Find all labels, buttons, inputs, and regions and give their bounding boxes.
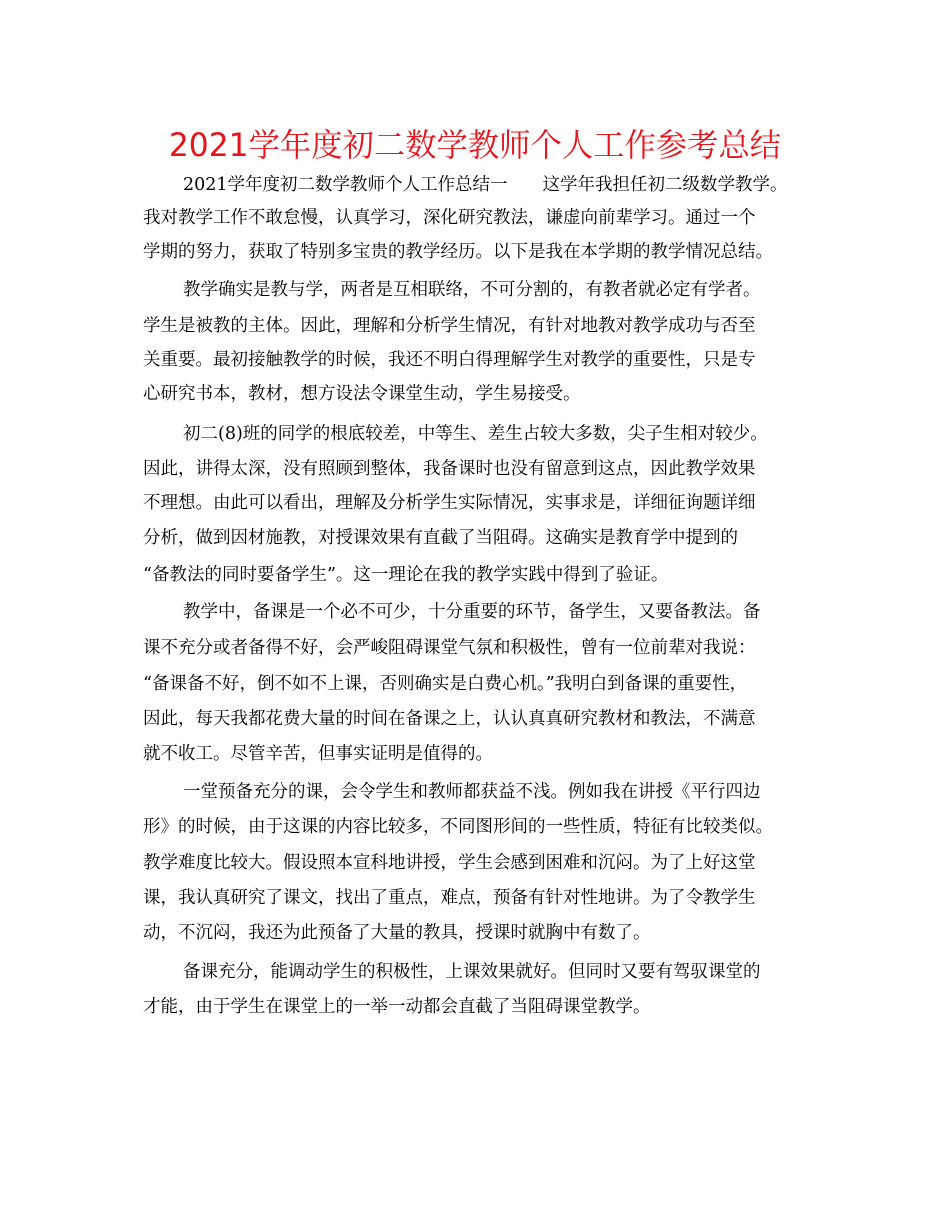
text-line: 心研究书本，教材，想方设法令课堂生动，学生易接受。 [143, 384, 581, 404]
text-line: 动，不沉闷，我还为此预备了大量的教具，授课时就胸中有数了。 [143, 923, 651, 943]
text-line: 课，我认真研究了课文，找出了重点，难点，预备有针对性地讲。为了令教学生 [143, 888, 756, 908]
text-line: 不理想。由此可以看出，理解及分析学生实际情况，实事求是，详细征询题详细 [143, 493, 756, 513]
text-line: 2021学年度初二数学教师个人工作总结一 这学年我担任初二级数学教学。 [183, 175, 788, 195]
document-title: 2021学年度初二数学教师个人工作参考总结 [168, 126, 782, 164]
text-line: 分析，做到因材施教，对授课效果有直截了当阻碍。这确实是教育学中提到的 [143, 528, 738, 548]
text-line: “备教法的同时要备学生”。这一理论在我的教学实践中得到了验证。 [143, 565, 669, 585]
text-line: 一堂预备充分的课，会令学生和教师都获益不浅。例如我在讲授《平行四边 [183, 782, 761, 802]
text-line: 教学中，备课是一个必不可少，十分重要的环节，备学生，又要备教法。备 [183, 602, 761, 622]
text-line: 我对教学工作不敢怠慢，认真学习，深化研究教法，谦虚向前辈学习。通过一个 [143, 208, 756, 228]
text-line: 学期的努力，获取了特别多宝贵的教学经历。以下是我在本学期的教学情况总结。 [143, 242, 773, 262]
text-line: 关重要。最初接触教学的时候，我还不明白得理解学生对教学的重要性，只是专 [143, 350, 756, 370]
text-line: 形》的时候，由于这课的内容比较多，不同图形间的一些性质，特征有比较类似。 [143, 817, 773, 837]
text-line: 教学确实是教与学，两者是互相联络，不可分割的，有教者就必定有学者。 [183, 280, 761, 300]
text-line: 才能，由于学生在课堂上的一举一动都会直截了当阻碍课堂教学。 [143, 997, 651, 1017]
text-line: 因此，讲得太深，没有照顾到整体，我备课时也没有留意到这点，因此教学效果 [143, 459, 756, 479]
text-line: 课不充分或者备得不好，会严峻阻碍课堂气氛和积极性，曾有一位前辈对我说： [143, 638, 756, 658]
text-line: 因此，每天我都花费大量的时间在备课之上，认认真真研究教材和教法，不满意 [143, 709, 756, 729]
text-line: 初二(8)班的同学的根底较差，中等生、差生占较大多数，尖子生相对较少。 [183, 424, 768, 444]
text-line: 就不收工。尽管辛苦，但事实证明是值得的。 [143, 744, 493, 764]
text-line: 教学难度比较大。假设照本宣科地讲授，学生会感到困难和沉闷。为了上好这堂 [143, 853, 756, 873]
text-line: 学生是被教的主体。因此，理解和分析学生情况，有针对地教对教学成功与否至 [143, 316, 756, 336]
text-line: “备课备不好，倒不如不上课，否则确实是白费心机。”我明白到备课的重要性， [143, 674, 748, 694]
text-line: 备课充分，能调动学生的积极性，上课效果就好。但同时又要有驾驭课堂的 [183, 962, 761, 982]
